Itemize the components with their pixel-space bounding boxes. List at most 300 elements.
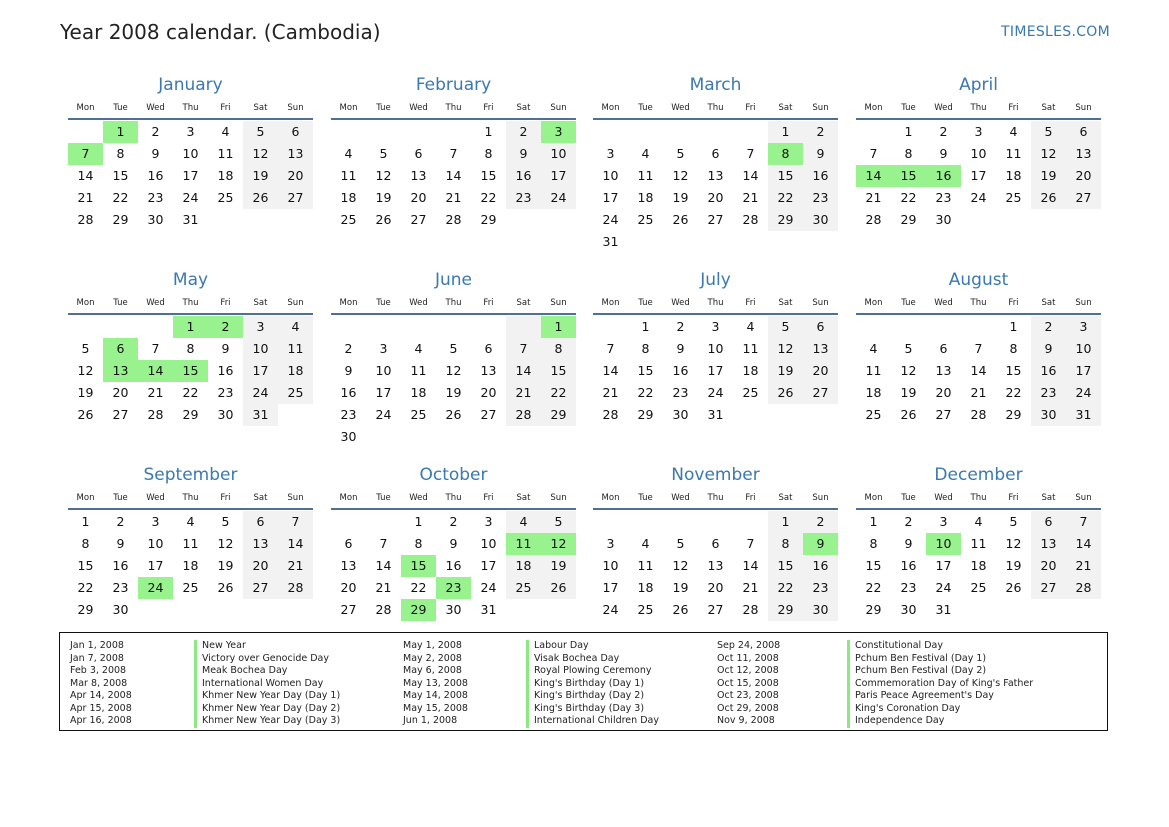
day-cell: 5 [676,146,685,161]
day-cell: 11 [865,363,882,378]
weekday-label: Thu [970,103,987,113]
day-cell: 5 [81,341,90,356]
weekday-label: Wed [146,298,165,308]
legend-name-column [194,640,340,728]
empty-cell [401,426,436,448]
weekday-label: Mon [339,298,358,308]
weekday-label: Thu [182,493,199,503]
day-cell: 7 [278,511,313,533]
weekday-label: Sun [812,298,829,308]
empty-cell [961,316,996,338]
day-cell: 18 [340,190,357,205]
empty-cell [471,426,506,448]
empty-cell [593,121,628,143]
month-name: September [143,465,238,485]
weekday-label: Thu [445,298,462,308]
legend-holiday-name: Labour Day [534,640,589,651]
day-cell: 9 [676,341,685,356]
day-cell: 26 [1005,580,1022,595]
day-cell: 9 [1031,338,1066,360]
day-cell: 13 [935,363,952,378]
day-cell: 30 [445,602,462,617]
day-cell: 17 [707,363,724,378]
month-february [331,73,576,231]
legend-holiday-name: King's Birthday (Day 1) [534,677,645,689]
day-cell: 30 [340,429,357,444]
empty-cell [628,121,663,143]
holiday-day-cell: 14 [856,165,891,187]
day-cell: 4 [221,124,230,139]
day-cell: 12 [672,168,689,183]
day-cell: 30 [803,599,838,621]
day-cell: 20 [707,190,724,205]
empty-cell [541,426,576,448]
header-divider [593,118,838,120]
day-cell: 24 [182,190,199,205]
day-cell: 29 [77,602,94,617]
day-cell: 14 [602,363,619,378]
month-january [68,73,313,231]
weekday-label: Sat [516,103,531,113]
day-cell: 16 [803,555,838,577]
day-cell: 22 [480,190,497,205]
weekday-label: Thu [707,103,724,113]
empty-cell [366,426,401,448]
empty-cell [68,121,103,143]
day-cell: 22 [541,382,576,404]
day-cell: 14 [278,533,313,555]
day-cell: 27 [1031,577,1066,599]
weekday-label: Mon [339,103,358,113]
day-cell: 12 [1031,143,1066,165]
empty-cell [506,426,541,448]
day-cell: 13 [707,168,724,183]
day-cell: 7 [1066,511,1101,533]
day-cell: 7 [974,341,983,356]
day-cell: 10 [541,143,576,165]
day-cell: 3 [606,146,615,161]
day-cell: 22 [77,580,94,595]
day-cell: 11 [340,168,357,183]
empty-cell [366,316,401,338]
day-cell: 30 [900,602,917,617]
weekday-label: Sat [516,298,531,308]
weekday-label: Thu [970,298,987,308]
holiday-legend [59,632,1108,731]
day-cell: 27 [243,577,278,599]
empty-cell [698,511,733,533]
day-cell: 21 [445,190,462,205]
day-cell: 28 [970,407,987,422]
day-cell: 23 [340,407,357,422]
month-october [331,463,576,621]
weekday-label: Mon [76,298,95,308]
day-cell: 16 [506,165,541,187]
day-cell: 28 [147,407,164,422]
weekday-label: Mon [864,103,883,113]
day-cell: 1 [768,511,803,533]
day-cell: 30 [112,602,129,617]
day-cell: 25 [637,602,654,617]
day-cell: 14 [742,168,759,183]
day-cell: 2 [904,514,913,529]
holiday-day-cell: 15 [401,555,436,577]
weekday-label: Thu [182,103,199,113]
day-cell: 12 [1005,536,1022,551]
day-cell: 17 [243,360,278,382]
weekday-label: Tue [638,493,653,503]
legend-date: Oct 23, 2008 [717,690,779,701]
day-cell: 15 [480,168,497,183]
day-cell: 15 [77,558,94,573]
legend-date: May 2, 2008 [403,652,462,664]
day-cell: 9 [939,146,948,161]
day-cell: 3 [243,316,278,338]
day-cell: 19 [672,580,689,595]
day-cell: 27 [935,407,952,422]
weekday-label: Sat [1041,298,1056,308]
empty-cell [803,404,838,426]
weekday-label: Mon [76,493,95,503]
empty-cell [506,209,541,231]
day-cell: 10 [970,146,987,161]
day-cell: 25 [970,580,987,595]
day-cell: 4 [278,316,313,338]
day-cell: 20 [340,580,357,595]
day-cell: 13 [410,168,427,183]
day-cell: 7 [506,338,541,360]
holiday-day-cell: 29 [401,599,436,621]
weekday-label: Wed [934,103,953,113]
legend-holiday-name: Pchum Ben Festival (Day 2) [855,665,987,676]
empty-cell [471,316,506,338]
day-cell: 26 [1031,187,1066,209]
holiday-day-cell: 1 [173,316,208,338]
day-cell: 4 [344,146,353,161]
day-cell: 21 [742,580,759,595]
day-cell: 17 [935,558,952,573]
day-cell: 19 [77,385,94,400]
day-cell: 2 [803,511,838,533]
empty-cell [768,404,803,426]
day-cell: 28 [1066,577,1101,599]
legend-date: Oct 12, 2008 [717,665,779,676]
empty-cell [593,316,628,338]
day-cell: 28 [865,212,882,227]
weekday-label: Fri [1008,493,1019,503]
day-cell: 29 [1005,407,1022,422]
day-cell: 18 [1005,168,1022,183]
day-cell: 10 [602,558,619,573]
day-cell: 15 [768,555,803,577]
day-cell: 11 [217,146,234,161]
day-cell: 21 [77,190,94,205]
holiday-day-cell: 23 [436,577,471,599]
page-title: Year 2008 calendar. (Cambodia) [60,20,381,44]
day-cell: 9 [344,363,353,378]
day-cell: 21 [278,555,313,577]
day-cell: 15 [865,558,882,573]
day-cell: 12 [672,558,689,573]
weekday-label: Mon [864,493,883,503]
day-cell: 4 [414,341,423,356]
day-cell: 3 [974,124,983,139]
empty-cell [733,231,768,253]
day-cell: 4 [1009,124,1018,139]
day-cell: 18 [506,555,541,577]
empty-cell [366,511,401,533]
weekday-label: Sat [778,298,793,308]
day-cell: 7 [379,536,388,551]
day-cell: 10 [182,146,199,161]
day-cell: 17 [602,190,619,205]
day-cell: 8 [116,146,125,161]
empty-cell [803,231,838,253]
holiday-day-cell: 16 [926,165,961,187]
day-cell: 20 [410,190,427,205]
weekday-label: Tue [901,103,916,113]
empty-cell [663,121,698,143]
legend-holiday-name: Meak Bochea Day [202,665,288,676]
day-cell: 20 [480,385,497,400]
day-cell: 17 [182,168,199,183]
day-cell: 24 [1066,382,1101,404]
weekday-label: Fri [220,103,231,113]
day-cell: 7 [746,536,755,551]
day-cell: 24 [707,385,724,400]
day-cell: 9 [151,146,160,161]
day-cell: 23 [803,187,838,209]
day-cell: 16 [803,165,838,187]
day-cell: 9 [904,536,913,551]
weekday-label: Tue [113,103,128,113]
month-april [856,73,1101,231]
legend-holiday-name: Khmer New Year Day (Day 3) [202,715,341,726]
weekday-label: Thu [182,298,199,308]
day-cell: 22 [900,190,917,205]
empty-cell [243,209,278,231]
day-cell: 28 [445,212,462,227]
legend-date: May 1, 2008 [403,640,462,651]
day-cell: 23 [112,580,129,595]
day-cell: 8 [904,146,913,161]
day-cell: 5 [221,514,230,529]
day-cell: 3 [484,514,493,529]
empty-cell [243,599,278,621]
day-cell: 30 [803,209,838,231]
day-cell: 31 [602,234,619,249]
empty-cell [961,209,996,231]
day-cell: 8 [186,341,195,356]
month-may [68,268,313,426]
day-cell: 25 [742,385,759,400]
day-cell: 7 [151,341,160,356]
day-cell: 8 [1009,341,1018,356]
day-cell: 5 [904,341,913,356]
day-cell: 21 [970,385,987,400]
day-cell: 17 [147,558,164,573]
day-cell: 2 [116,514,125,529]
legend-date: Apr 15, 2008 [70,702,132,714]
day-cell: 28 [742,602,759,617]
day-cell: 24 [243,382,278,404]
day-cell: 22 [112,190,129,205]
day-cell: 12 [768,338,803,360]
day-cell: 18 [742,363,759,378]
day-cell: 13 [480,363,497,378]
empty-cell [436,121,471,143]
empty-cell [1066,599,1101,621]
day-cell: 1 [81,514,90,529]
legend-date: May 13, 2008 [403,677,468,689]
day-cell: 31 [480,602,497,617]
weekday-label: Sat [253,298,268,308]
day-cell: 7 [449,146,458,161]
header-divider [856,118,1101,120]
day-cell: 3 [379,341,388,356]
header-divider [68,313,313,315]
day-cell: 8 [869,536,878,551]
day-cell: 30 [217,407,234,422]
holiday-day-cell: 3 [541,121,576,143]
brand-link[interactable]: TIMESLES.COM [1001,24,1110,40]
day-cell: 29 [865,602,882,617]
empty-cell [593,511,628,533]
day-cell: 7 [869,146,878,161]
day-cell: 5 [379,146,388,161]
day-cell: 12 [375,168,392,183]
day-cell: 5 [1031,121,1066,143]
legend-holiday-name: International Women Day [202,677,324,689]
day-cell: 28 [278,577,313,599]
day-cell: 27 [340,602,357,617]
day-cell: 10 [243,338,278,360]
weekday-label: Wed [146,493,165,503]
legend-holiday-name: Khmer New Year Day (Day 1) [202,690,341,701]
day-cell: 26 [768,382,803,404]
empty-cell [628,511,663,533]
weekday-label: Wed [409,493,428,503]
weekday-label: Sun [812,493,829,503]
weekday-label: Sat [253,493,268,503]
weekday-label: Fri [1008,103,1019,113]
month-name: October [419,465,488,485]
legend-date: Apr 16, 2008 [70,715,132,726]
day-cell: 9 [449,536,458,551]
legend-date: Oct 15, 2008 [717,677,779,689]
day-cell: 17 [602,580,619,595]
day-cell: 30 [672,407,689,422]
day-cell: 16 [112,558,129,573]
day-cell: 25 [637,212,654,227]
day-cell: 5 [768,316,803,338]
legend-holiday-name: Visak Bochea Day [534,652,620,664]
weekday-label: Fri [483,298,494,308]
day-cell: 17 [541,165,576,187]
empty-cell [541,599,576,621]
day-cell: 2 [449,514,458,529]
day-cell: 26 [541,577,576,599]
day-cell: 6 [711,536,720,551]
day-cell: 26 [445,407,462,422]
weekday-label: Fri [483,493,494,503]
weekday-label: Sat [778,493,793,503]
day-cell: 29 [112,212,129,227]
empty-cell [768,231,803,253]
day-cell: 5 [243,121,278,143]
month-name: November [671,465,760,485]
day-cell: 29 [480,212,497,227]
day-cell: 7 [746,146,755,161]
day-cell: 13 [243,533,278,555]
weekday-label: Mon [601,493,620,503]
empty-cell [278,209,313,231]
day-cell: 19 [1031,165,1066,187]
weekday-label: Sat [778,103,793,113]
day-cell: 29 [182,407,199,422]
weekday-label: Sun [287,493,304,503]
weekday-label: Mon [339,493,358,503]
empty-cell [331,316,366,338]
legend-date: Nov 9, 2008 [717,715,775,726]
day-cell: 1 [1009,319,1018,334]
day-cell: 19 [541,555,576,577]
month-name: February [415,75,492,95]
day-cell: 10 [1066,338,1101,360]
day-cell: 4 [869,341,878,356]
empty-cell [628,231,663,253]
header-divider [68,508,313,510]
month-august [856,268,1101,426]
holiday-day-cell: 9 [803,533,838,555]
day-cell: 12 [900,363,917,378]
day-cell: 26 [672,602,689,617]
day-cell: 19 [217,558,234,573]
day-cell: 24 [935,580,952,595]
holiday-day-cell: 13 [103,360,138,382]
day-cell: 6 [1066,121,1101,143]
day-cell: 11 [182,536,199,551]
empty-cell [926,316,961,338]
day-cell: 22 [768,187,803,209]
day-cell: 16 [672,363,689,378]
header-divider [331,313,576,315]
legend-date: Apr 14, 2008 [70,690,132,701]
day-cell: 13 [707,558,724,573]
day-cell: 26 [243,187,278,209]
month-name: May [172,270,209,290]
holiday-day-cell: 8 [768,143,803,165]
weekday-label: Tue [113,493,128,503]
weekday-label: Tue [901,493,916,503]
empty-cell [733,511,768,533]
day-cell: 19 [243,165,278,187]
day-cell: 11 [410,363,427,378]
weekday-label: Sun [1075,493,1092,503]
day-cell: 25 [182,580,199,595]
weekday-label: Mon [864,298,883,308]
day-cell: 10 [480,536,497,551]
weekday-label: Mon [76,103,95,113]
month-december [856,463,1101,621]
day-cell: 20 [707,580,724,595]
legend-date: Oct 29, 2008 [717,702,779,714]
day-cell: 29 [637,407,654,422]
header-divider [856,313,1101,315]
legend-date: May 14, 2008 [403,690,468,701]
legend-date: Jan 1, 2008 [70,640,124,651]
day-cell: 24 [970,190,987,205]
